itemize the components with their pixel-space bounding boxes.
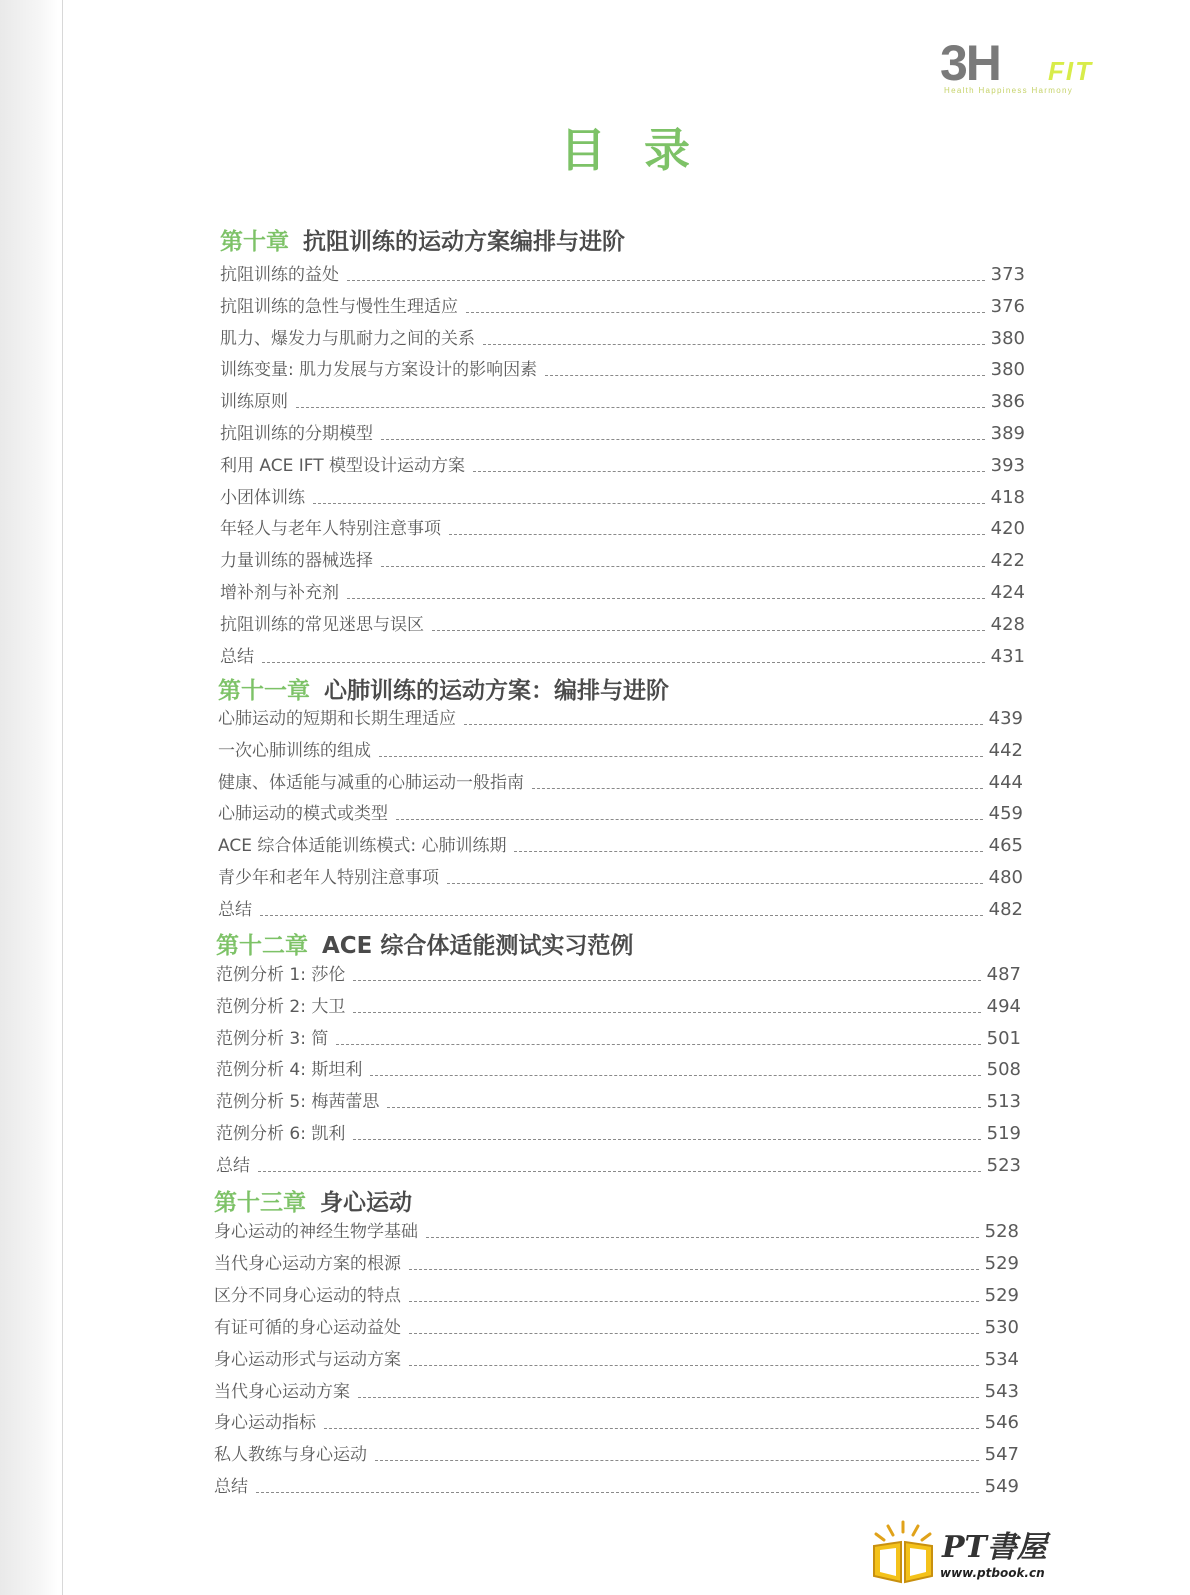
entry-title: 范例分析 5: 梅茜蕾思 xyxy=(216,1092,380,1112)
page-number: 386 xyxy=(990,391,1025,412)
entry-title: 青少年和老年人特别注意事项 xyxy=(218,868,439,888)
toc-entry[interactable] xyxy=(218,833,1023,857)
dotted-leader xyxy=(545,375,985,376)
dotted-leader xyxy=(353,980,980,981)
dotted-leader xyxy=(473,471,985,472)
entry-title: 身心运动指标 xyxy=(214,1413,316,1433)
dotted-leader xyxy=(483,344,985,345)
entry-title: 总结 xyxy=(216,1156,250,1176)
entry-title: 力量训练的器械选择 xyxy=(220,551,373,571)
dotted-leader xyxy=(381,439,985,440)
page-gutter-shadow xyxy=(0,0,58,1595)
toc-entry[interactable] xyxy=(218,770,1023,794)
page-number: 373 xyxy=(990,264,1025,285)
dotted-leader xyxy=(258,1171,981,1172)
toc-entry[interactable] xyxy=(218,897,1023,921)
brand-logo xyxy=(940,35,1125,100)
dotted-leader xyxy=(324,1428,979,1429)
entry-title: 肌力、爆发力与肌耐力之间的关系 xyxy=(220,329,475,349)
entry-title: 总结 xyxy=(214,1477,248,1497)
dotted-leader xyxy=(409,1301,979,1302)
dotted-leader xyxy=(532,788,983,789)
page-number: 529 xyxy=(984,1253,1019,1274)
dotted-leader xyxy=(387,1107,980,1108)
toc-entry[interactable] xyxy=(220,485,1025,509)
entry-title: 有证可循的身心运动益处 xyxy=(214,1318,401,1338)
entry-title: 增补剂与补充剂 xyxy=(220,583,339,603)
toc-entry[interactable] xyxy=(214,1379,1019,1403)
dotted-leader xyxy=(347,598,985,599)
page-number: 534 xyxy=(984,1349,1019,1370)
page-number: 482 xyxy=(988,899,1023,920)
page-number: 543 xyxy=(984,1381,1019,1402)
entry-title: 训练原则 xyxy=(220,392,288,412)
dotted-leader xyxy=(381,566,985,567)
page-number: 431 xyxy=(990,646,1025,667)
dotted-leader xyxy=(347,280,985,281)
page-number: 519 xyxy=(986,1123,1021,1144)
chapter-number: 第十一章 xyxy=(218,678,310,704)
ptbook-watermark xyxy=(868,1518,1078,1590)
toc-entry[interactable] xyxy=(214,1474,1019,1498)
toc-entry[interactable] xyxy=(218,706,1023,730)
chapter-heading xyxy=(216,932,633,960)
page-number: 418 xyxy=(990,487,1025,508)
chapter-title: 抗阻训练的运动方案编排与进阶 xyxy=(303,229,625,255)
toc-entry[interactable] xyxy=(220,357,1025,381)
dotted-leader xyxy=(449,534,985,535)
entry-title: 范例分析 3: 简 xyxy=(216,1029,329,1049)
toc-entry[interactable] xyxy=(214,1251,1019,1275)
page-number: 549 xyxy=(984,1476,1019,1497)
entry-title: 训练变量: 肌力发展与方案设计的影响因素 xyxy=(220,360,538,380)
page-number: 380 xyxy=(990,328,1025,349)
toc-entry[interactable] xyxy=(216,1057,1021,1081)
chapter-heading xyxy=(220,228,625,256)
entry-title: 小团体训练 xyxy=(220,488,305,508)
page-number: 547 xyxy=(984,1444,1019,1465)
page-binding-line xyxy=(62,0,63,1595)
dotted-leader xyxy=(358,1397,979,1398)
page-number: 393 xyxy=(990,455,1025,476)
toc-entry[interactable] xyxy=(214,1347,1019,1371)
dotted-leader xyxy=(379,756,983,757)
toc-entry[interactable] xyxy=(218,801,1023,825)
page-number: 459 xyxy=(988,803,1023,824)
entry-title: 心肺运动的短期和长期生理适应 xyxy=(218,709,456,729)
dotted-leader xyxy=(447,883,983,884)
page-number: 376 xyxy=(990,296,1025,317)
entry-title: 总结 xyxy=(218,900,252,920)
dotted-leader xyxy=(396,819,983,820)
entry-title: 抗阻训练的急性与慢性生理适应 xyxy=(220,297,458,317)
chapter-number: 第十章 xyxy=(220,229,289,255)
page-number: 530 xyxy=(984,1317,1019,1338)
chapter-number: 第十二章 xyxy=(216,933,308,959)
toc-entry[interactable] xyxy=(214,1315,1019,1339)
page-number: 494 xyxy=(986,996,1021,1017)
entry-title: 心肺运动的模式或类型 xyxy=(218,804,388,824)
entry-title: 年轻人与老年人特别注意事项 xyxy=(220,519,441,539)
dotted-leader xyxy=(409,1365,979,1366)
dotted-leader xyxy=(260,915,983,916)
chapter-title: 心肺训练的运动方案：编排与进阶 xyxy=(324,678,669,704)
logo-mark: 3H xyxy=(940,35,1000,91)
dotted-leader xyxy=(409,1333,979,1334)
entry-title: ACE 综合体适能训练模式: 心肺训练期 xyxy=(218,836,507,856)
page-number: 424 xyxy=(990,582,1025,603)
toc-entry[interactable] xyxy=(214,1442,1019,1466)
page-number: 513 xyxy=(986,1091,1021,1112)
dotted-leader xyxy=(370,1075,980,1076)
entry-title: 总结 xyxy=(220,647,254,667)
page-number: 529 xyxy=(984,1285,1019,1306)
entry-title: 一次心肺训练的组成 xyxy=(218,741,371,761)
entry-title: 范例分析 6: 凯利 xyxy=(216,1124,346,1144)
toc-entry[interactable] xyxy=(216,962,1021,986)
toc-entry[interactable] xyxy=(220,612,1025,636)
toc-entry[interactable] xyxy=(220,516,1025,540)
toc-entry[interactable] xyxy=(216,994,1021,1018)
toc-entry[interactable] xyxy=(220,548,1025,572)
dotted-leader xyxy=(313,503,985,504)
page-number: 508 xyxy=(986,1059,1021,1080)
entry-title: 范例分析 1: 莎伦 xyxy=(216,965,346,985)
dotted-leader xyxy=(466,312,985,313)
toc-entry[interactable] xyxy=(216,1153,1021,1177)
entry-title: 抗阻训练的益处 xyxy=(220,265,339,285)
toc-entry[interactable] xyxy=(218,738,1023,762)
dotted-leader xyxy=(353,1012,980,1013)
toc-entry[interactable] xyxy=(220,453,1025,477)
entry-title: 范例分析 2: 大卫 xyxy=(216,997,346,1017)
open-book-icon xyxy=(868,1518,938,1584)
page-number: 439 xyxy=(988,708,1023,729)
toc-entry[interactable] xyxy=(220,580,1025,604)
page-number: 428 xyxy=(990,614,1025,635)
page-number: 420 xyxy=(990,518,1025,539)
dotted-leader xyxy=(426,1237,979,1238)
page-number: 444 xyxy=(988,772,1023,793)
toc-entry[interactable] xyxy=(216,1121,1021,1145)
toc-entry[interactable] xyxy=(218,865,1023,889)
watermark-url: www.ptbook.cn xyxy=(940,1566,1045,1580)
page-number: 546 xyxy=(984,1412,1019,1433)
entry-title: 利用 ACE IFT 模型设计运动方案 xyxy=(220,456,466,476)
logo-tagline: Health Happiness Harmony xyxy=(944,86,1074,95)
chapter-number: 第十三章 xyxy=(214,1190,306,1216)
toc-entry[interactable] xyxy=(220,644,1025,668)
page-number: 523 xyxy=(986,1155,1021,1176)
entry-title: 范例分析 4: 斯坦利 xyxy=(216,1060,363,1080)
dotted-leader xyxy=(336,1044,980,1045)
toc-entry[interactable] xyxy=(214,1283,1019,1307)
logo-fit-text: FIT xyxy=(1048,56,1093,86)
entry-title: 当代身心运动方案 xyxy=(214,1382,350,1402)
chapter-title: 身心运动 xyxy=(320,1190,412,1216)
toc-entry[interactable] xyxy=(214,1219,1019,1243)
entry-title: 抗阻训练的分期模型 xyxy=(220,424,373,444)
dotted-leader xyxy=(464,724,983,725)
toc-entry[interactable] xyxy=(220,389,1025,413)
page-number: 442 xyxy=(988,740,1023,761)
entry-title: 抗阻训练的常见迷思与误区 xyxy=(220,615,424,635)
dotted-leader xyxy=(353,1139,980,1140)
toc-entry[interactable] xyxy=(216,1089,1021,1113)
dotted-leader xyxy=(409,1269,979,1270)
page-number: 480 xyxy=(988,867,1023,888)
entry-title: 健康、体适能与减重的心肺运动一般指南 xyxy=(218,773,524,793)
toc-entry[interactable] xyxy=(220,326,1025,350)
entry-title: 身心运动的神经生物学基础 xyxy=(214,1222,418,1242)
page-number: 501 xyxy=(986,1028,1021,1049)
entry-title: 当代身心运动方案的根源 xyxy=(214,1254,401,1274)
watermark-name: PT書屋 xyxy=(942,1530,1047,1565)
page-number: 389 xyxy=(990,423,1025,444)
entry-title: 私人教练与身心运动 xyxy=(214,1445,367,1465)
entry-title: 身心运动形式与运动方案 xyxy=(214,1350,401,1370)
dotted-leader xyxy=(432,630,985,631)
dotted-leader xyxy=(256,1492,979,1493)
toc-entry[interactable] xyxy=(220,262,1025,286)
dotted-leader xyxy=(262,662,985,663)
page-number: 487 xyxy=(986,964,1021,985)
chapter-heading xyxy=(218,677,669,705)
dotted-leader xyxy=(375,1460,979,1461)
chapter-title: ACE 综合体适能测试实习范例 xyxy=(322,933,634,959)
toc-entry[interactable] xyxy=(214,1410,1019,1434)
toc-entry[interactable] xyxy=(220,421,1025,445)
page-number: 465 xyxy=(988,835,1023,856)
entry-title: 区分不同身心运动的特点 xyxy=(214,1286,401,1306)
page-number: 422 xyxy=(990,550,1025,571)
dotted-leader xyxy=(296,407,985,408)
toc-entry[interactable] xyxy=(216,1026,1021,1050)
toc-entry[interactable] xyxy=(220,294,1025,318)
page-number: 528 xyxy=(984,1221,1019,1242)
page-title: 目录 xyxy=(560,123,728,177)
page-number: 380 xyxy=(990,359,1025,380)
chapter-heading xyxy=(214,1189,412,1217)
dotted-leader xyxy=(514,851,982,852)
